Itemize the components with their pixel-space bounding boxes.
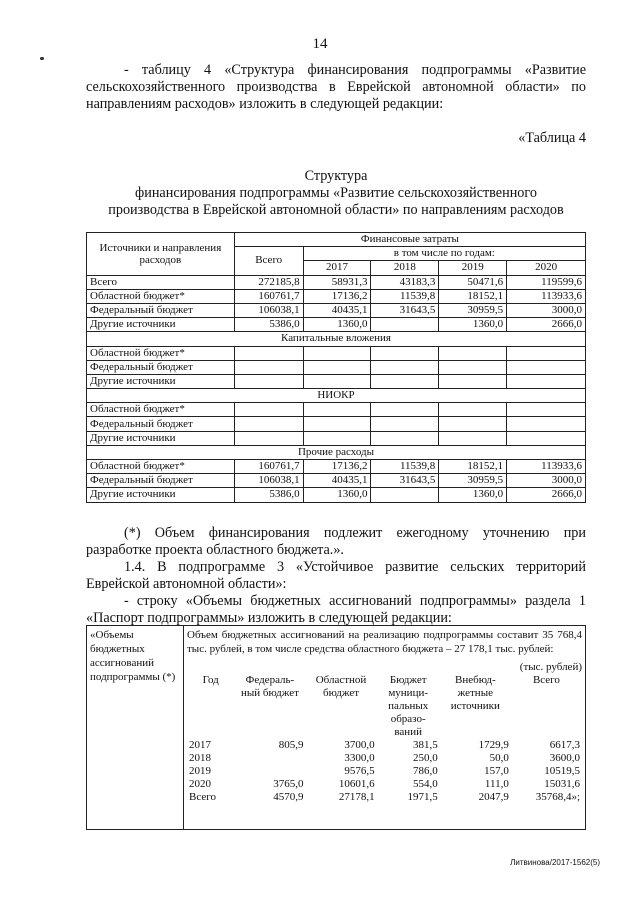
inner-cell-value: 10601,6 — [338, 778, 375, 790]
cell-value: 1360,0 — [303, 318, 371, 332]
cell-value: 18152,1 — [439, 289, 507, 303]
inner-row-label: 2020 — [189, 778, 211, 790]
inner-cell-value: 3300,0 — [344, 752, 375, 764]
cell-value: 5386,0 — [234, 488, 303, 502]
paragraph-passport-line: - строку «Объемы бюджетных ассигнований подпрограммы» раздела 1 «Паспорт подпрограммы» изложить в следующей редакции: — [86, 593, 586, 626]
cell-value: 106038,1 — [234, 303, 303, 317]
header-year: 2018 — [371, 261, 439, 275]
inner-cell-value: 4570,9 — [273, 791, 304, 803]
table-row — [87, 403, 586, 417]
cell-value: 113933,6 — [507, 289, 586, 303]
cell-value: 30959,5 — [439, 303, 507, 317]
row-label: Областной бюджет* — [87, 289, 235, 303]
cell-value: 5386,0 — [234, 318, 303, 332]
inner-header: Внебюд-жетные источники — [450, 674, 500, 712]
ink-mark — [40, 57, 44, 60]
table-row — [87, 417, 586, 431]
row-label: Федеральный бюджет — [87, 417, 235, 431]
title-line-2: финансирования подпрограммы «Развитие сельскохозяйственного — [135, 185, 537, 201]
cell-value: 11539,8 — [371, 289, 439, 303]
intro-paragraph: - таблицу 4 «Структура финансирования подпрограммы «Развитие сельскохозяйственного производства в Еврейской автономной области» по направлениям расходов» изложить в следующей редакции: — [86, 62, 586, 112]
cell-value: 106038,1 — [234, 474, 303, 488]
header-by-years: в том числе по годам: — [303, 247, 585, 261]
cell-value: 17136,2 — [303, 289, 371, 303]
header-year: 2020 — [507, 261, 586, 275]
row-label: Федеральный бюджет — [87, 360, 235, 374]
cell-value: 3000,0 — [507, 303, 586, 317]
inner-row-label: Всего — [189, 791, 216, 803]
inner-header: Областной бюджет — [315, 674, 367, 699]
cell-value — [234, 431, 303, 445]
table-4 — [86, 232, 586, 503]
passport-left-cell: «Объемы бюджетных ассигнований подпрограммы (*) — [87, 626, 184, 830]
inner-cell-value: 50,0 — [489, 752, 509, 764]
table-row — [87, 488, 586, 502]
cell-value — [303, 403, 371, 417]
inner-cell-value: 786,0 — [413, 765, 438, 777]
inner-cell-value: 3765,0 — [273, 778, 304, 790]
section-title: Капитальные вложения — [87, 332, 586, 346]
table-row — [87, 431, 586, 445]
inner-cell-value: 9576,5 — [344, 765, 375, 777]
inner-cell-value: 111,0 — [484, 778, 509, 790]
cell-value — [507, 360, 586, 374]
cell-value — [303, 417, 371, 431]
cell-value — [507, 417, 586, 431]
cell-value: 1360,0 — [303, 488, 371, 502]
cell-value — [303, 346, 371, 360]
inner-cell-value: 3600,0 — [549, 752, 580, 764]
row-label: Областной бюджет* — [87, 346, 235, 360]
cell-value: 50471,6 — [439, 275, 507, 289]
cell-value — [234, 374, 303, 388]
inner-row — [187, 752, 582, 765]
section-row — [87, 445, 586, 459]
cell-value — [371, 360, 439, 374]
cell-value — [507, 431, 586, 445]
cell-value — [303, 431, 371, 445]
passport-right-cell — [184, 626, 586, 830]
header-year: 2019 — [439, 261, 507, 275]
inner-cell-value: 1729,9 — [478, 739, 509, 751]
inner-cell-value: 35768,4»; — [535, 791, 580, 803]
cell-value — [371, 488, 439, 502]
cell-value: 18152,1 — [439, 460, 507, 474]
inner-row-label: 2018 — [189, 752, 211, 764]
table-row — [87, 289, 586, 303]
section-title: НИОКР — [87, 389, 586, 403]
table-row — [87, 346, 586, 360]
section-row — [87, 332, 586, 346]
inner-cell-value: 3700,0 — [344, 739, 375, 751]
passport-table — [86, 625, 586, 830]
cell-value — [507, 374, 586, 388]
inner-row — [187, 739, 582, 752]
section-title: Прочие расходы — [87, 445, 586, 459]
header-financial: Финансовые затраты — [234, 233, 585, 247]
cell-value — [439, 346, 507, 360]
row-label: Всего — [87, 275, 235, 289]
inner-cell-value: 10519,5 — [544, 765, 580, 777]
cell-value: 31643,5 — [371, 303, 439, 317]
inner-header: Бюджет муници-пальных образо-ваний — [388, 674, 429, 738]
cell-value — [439, 360, 507, 374]
header-total: Всего — [234, 247, 303, 275]
header-sources: Источники и направления расходов — [87, 233, 235, 276]
inner-row — [187, 778, 582, 791]
cell-value: 43183,3 — [371, 275, 439, 289]
cell-value — [439, 431, 507, 445]
cell-value — [371, 346, 439, 360]
row-label: Другие источники — [87, 374, 235, 388]
cell-value — [439, 403, 507, 417]
inner-cell-value — [234, 765, 305, 778]
inner-row — [187, 791, 582, 804]
cell-value: 40435,1 — [303, 303, 371, 317]
cell-value: 58931,3 — [303, 275, 371, 289]
inner-cell-value: 250,0 — [413, 752, 438, 764]
inner-cell-value: 2047,9 — [478, 791, 509, 803]
row-label: Федеральный бюджет — [87, 303, 235, 317]
inner-row-label: 2017 — [189, 739, 211, 751]
cell-value — [234, 403, 303, 417]
cell-value — [371, 417, 439, 431]
cell-value — [303, 360, 371, 374]
cell-value: 30959,5 — [439, 474, 507, 488]
cell-value: 160761,7 — [234, 460, 303, 474]
cell-value — [371, 431, 439, 445]
inner-cell-value: 6617,3 — [549, 739, 580, 751]
table-row — [87, 303, 586, 317]
passport-inner-table — [187, 674, 582, 804]
cell-value: 17136,2 — [303, 460, 371, 474]
cell-value: 1360,0 — [439, 318, 507, 332]
title-line-1: Структура — [304, 168, 368, 184]
table-label: «Таблица 4 — [518, 130, 586, 146]
cell-value — [439, 417, 507, 431]
row-label: Областной бюджет* — [87, 403, 235, 417]
section-row — [87, 389, 586, 403]
table-row — [87, 374, 586, 388]
inner-cell-value: 15031,6 — [544, 778, 580, 790]
cell-value: 2666,0 — [507, 318, 586, 332]
cell-value — [371, 403, 439, 417]
cell-value — [507, 346, 586, 360]
table-row — [87, 318, 586, 332]
footnote: (*) Объем финансирования подлежит ежегодному уточнению при разработке проекта областного бюджета.». — [86, 525, 586, 558]
inner-row-label: 2019 — [189, 765, 211, 777]
cell-value — [234, 417, 303, 431]
inner-header: Год — [202, 674, 219, 686]
table-row — [87, 360, 586, 374]
row-label: Областной бюджет* — [87, 460, 235, 474]
cell-value: 3000,0 — [507, 474, 586, 488]
cell-value — [371, 318, 439, 332]
row-label: Другие источники — [87, 431, 235, 445]
inner-cell-value: 27178,1 — [338, 791, 375, 803]
cell-value: 2666,0 — [507, 488, 586, 502]
inner-cell-value — [234, 752, 305, 765]
cell-value: 11539,8 — [371, 460, 439, 474]
cell-value: 31643,5 — [371, 474, 439, 488]
inner-cell-value: 381,5 — [413, 739, 438, 751]
paragraph-1-4: 1.4. В подпрограмме 3 «Устойчивое развитие сельских территорий Еврейской автономной области»: — [86, 559, 586, 592]
cell-value: 1360,0 — [439, 488, 507, 502]
inner-cell-value: 157,0 — [484, 765, 509, 777]
title-line-3: производства в Еврейской автономной области» по направлениям расходов — [108, 202, 564, 218]
table-row — [87, 275, 586, 289]
cell-value: 272185,8 — [234, 275, 303, 289]
cell-value — [439, 374, 507, 388]
cell-value: 40435,1 — [303, 474, 371, 488]
inner-row — [187, 765, 582, 778]
page-number: 14 — [312, 36, 328, 52]
cell-value: 119599,6 — [507, 275, 586, 289]
cell-value — [303, 374, 371, 388]
cell-value: 160761,7 — [234, 289, 303, 303]
cell-value — [371, 374, 439, 388]
header-year: 2017 — [303, 261, 371, 275]
cell-value — [507, 403, 586, 417]
inner-cell-value: 805,9 — [278, 739, 304, 751]
table-row — [87, 460, 586, 474]
inner-cell-value: 1971,5 — [407, 791, 438, 803]
cell-value — [234, 346, 303, 360]
signature: Литвинова/2017-1562(5) — [510, 858, 600, 867]
inner-header: Всего — [532, 674, 560, 686]
inner-cell-value: 554,0 — [413, 778, 438, 790]
table-title — [86, 168, 586, 219]
cell-value: 113933,6 — [507, 460, 586, 474]
inner-header: Федераль-ный бюджет — [240, 674, 299, 699]
passport-unit: (тыс. рублей) — [519, 661, 582, 673]
table-row — [87, 474, 586, 488]
row-label: Другие источники — [87, 488, 235, 502]
row-label: Федеральный бюджет — [87, 474, 235, 488]
passport-description: Объем бюджетных ассигнований на реализацию подпрограммы составит 35 768,4 тыс. рублей, в том числе средства областного бюджета – 27 178,1 тыс. рублей: — [187, 629, 582, 655]
row-label: Другие источники — [87, 318, 235, 332]
cell-value — [234, 360, 303, 374]
